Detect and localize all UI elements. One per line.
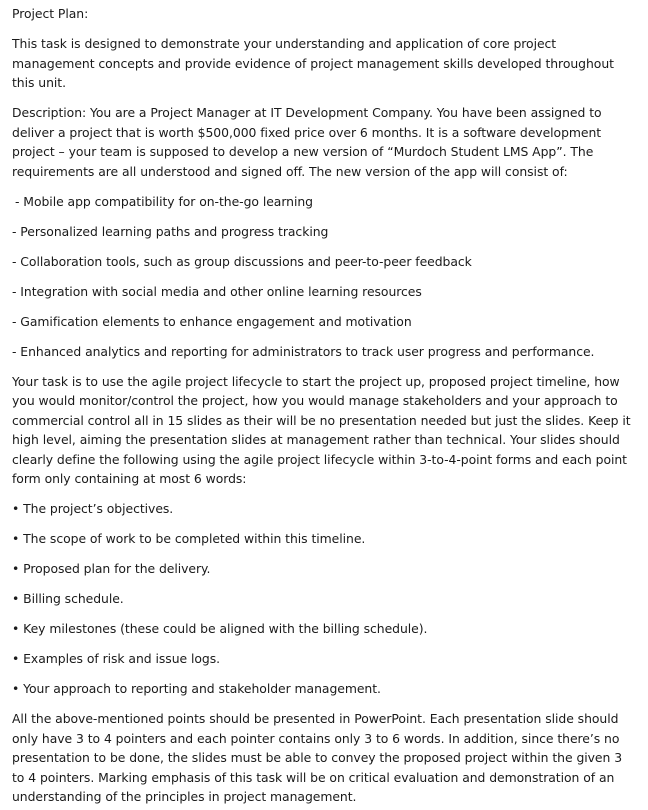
closing-line: to 4 pointers. Marking emphasis of this task will be on critical evaluation and demonstration of an bbox=[12, 769, 615, 785]
description-line: Description: You are a Project Manager at IT Development Company. You have been assigned to bbox=[12, 105, 602, 120]
description-line: project – your team is supposed to develop a new version of “Murdoch Student LMS App”. The bbox=[12, 144, 594, 159]
bullet-item: • The project’s objectives. bbox=[12, 501, 174, 516]
feature-item: - Personalized learning paths and progress tracking bbox=[12, 223, 329, 239]
document-title: Project Plan: bbox=[12, 6, 89, 21]
spacer bbox=[12, 181, 642, 192]
bullet-item: • The scope of work to be completed within this timeline. bbox=[12, 531, 366, 546]
task-paragraph bbox=[12, 372, 642, 489]
closing-line: only have 3 to 4 pointers and each pointer contains only 3 to 6 words. In addition, since there’s no bbox=[12, 730, 620, 746]
bullet-item: • Examples of risk and issue logs. bbox=[12, 651, 220, 666]
description-paragraph bbox=[12, 103, 642, 181]
spacer bbox=[12, 489, 642, 500]
feature-item: - Collaboration tools, such as group discussions and peer-to-peer feedback bbox=[12, 253, 472, 269]
feature-list bbox=[12, 192, 642, 362]
spacer bbox=[12, 699, 642, 710]
task-line: clearly define the following using the agile project lifecycle within 3-to-4-point forms and each point bbox=[12, 451, 627, 467]
intro-line: this unit. bbox=[12, 75, 66, 90]
intro-line: This task is designed to demonstrate your understanding and application of core project bbox=[12, 36, 557, 51]
intro-paragraph bbox=[12, 34, 642, 93]
task-line: you would monitor/control the project, how you would manage stakeholders and your approach to bbox=[12, 393, 618, 408]
description-line: requirements are all understood and signed off. The new version of the app will consist of: bbox=[12, 163, 568, 179]
task-line: form only containing at most 6 words: bbox=[12, 471, 247, 486]
requirements-bullet-list bbox=[12, 499, 642, 699]
bullet-item: • Key milestones (these could be aligned with the billing schedule). bbox=[12, 621, 428, 636]
bullet-item: • Your approach to reporting and stakeholder management. bbox=[12, 681, 381, 696]
task-line: Your task is to use the agile project lifecycle to start the project up, proposed project timeline, how bbox=[12, 373, 620, 389]
bullet-item: • Proposed plan for the delivery. bbox=[12, 561, 211, 576]
feature-item: - Integration with social media and other online learning resources bbox=[12, 283, 422, 299]
feature-item: - Mobile app compatibility for on-the-go learning bbox=[15, 193, 313, 209]
spacer bbox=[12, 361, 642, 372]
description-line: deliver a project that is worth $500,000 fixed price over 6 months. It is a software development bbox=[12, 124, 602, 140]
closing-line: understanding of the principles in project management. bbox=[12, 789, 357, 804]
feature-item: - Gamification elements to enhance engagement and motivation bbox=[12, 313, 412, 329]
task-line: commercial control all in 15 slides as their will be no presentation needed but just the slides. Keep it bbox=[12, 412, 631, 428]
spacer bbox=[12, 24, 642, 35]
intro-line: management concepts and provide evidence of project management skills developed throughout bbox=[12, 55, 614, 71]
feature-item: - Enhanced analytics and reporting for administrators to track user progress and performance. bbox=[12, 343, 595, 359]
bullet-item: • Billing schedule. bbox=[12, 591, 124, 606]
task-line: high level, aiming the presentation slides at management rather than technical. Your slides should bbox=[12, 432, 620, 447]
closing-line: presentation to be done, the slides must be able to convey the proposed project within the given 3 bbox=[12, 750, 623, 765]
closing-line: All the above-mentioned points should be presented in PowerPoint. Each presentation slide should bbox=[12, 711, 619, 726]
closing-paragraph bbox=[12, 709, 642, 807]
spacer bbox=[12, 93, 642, 104]
